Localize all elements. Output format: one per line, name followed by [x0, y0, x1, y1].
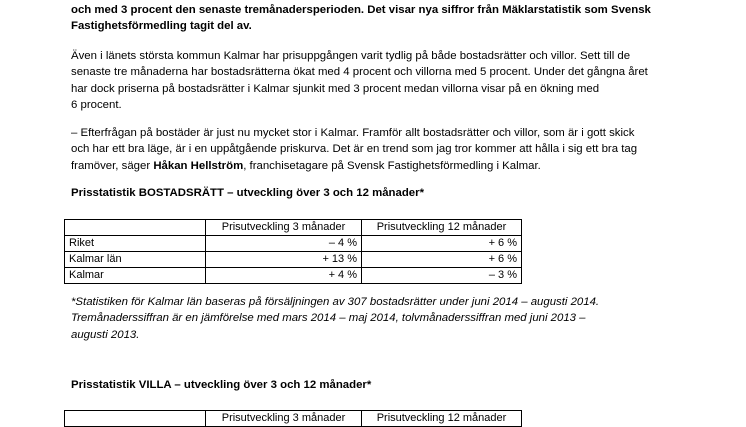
paragraph-line: Även i länets största kommun Kalmar har prisuppgången varit tydlig på både bostadsrätter och villor. Sett till de [71, 50, 631, 62]
footnote [71, 294, 691, 343]
table-row [65, 252, 522, 268]
region-cell: Kalmar [65, 268, 206, 284]
bostadsratt-table [64, 219, 522, 284]
bostadsratt-heading: Prisstatistik BOSTADSRÄTT – utveckling över 3 och 12 månader* [71, 187, 425, 199]
region-cell: Riket [65, 236, 206, 252]
paragraph-line: senaste tre månaderna har bostadsrätterna ökat med 4 procent och villorna med 5 procent. Under det gångna året [71, 66, 648, 79]
value-cell: – 3 % [362, 268, 522, 284]
value-cell: + 4 % [206, 268, 362, 284]
footnote-line: augusti 2013. [71, 328, 140, 341]
paragraph-line: har dock priserna på bostadsrätter i Kalmar sjunkit med 3 procent medan villorna visar på en ökning med [71, 82, 600, 95]
quote-text: framöver, säger [71, 159, 154, 172]
villa-heading: Prisstatistik VILLA – utveckling över 3 och 12 månader* [71, 379, 372, 391]
value-cell: + 13 % [206, 252, 362, 268]
footnote-line: Tremånaderssiffran är en jämförelse med mars 2014 – maj 2014, tolvmånaderssiffran med juni 2013 – [71, 312, 586, 325]
header-cell: Prisutveckling 12 månader [362, 220, 522, 236]
paragraph-line: 6 procent. [71, 98, 122, 111]
value-cell: + 6 % [362, 236, 522, 252]
header-cell: Prisutveckling 3 månader [206, 220, 362, 236]
value-cell: – 4 % [206, 236, 362, 252]
intro-line: Fastighetsförmedling tagit del av. [71, 20, 252, 33]
table-row [65, 236, 522, 252]
intro-line: och med 3 procent den senaste tremånadersperioden. Det visar nya siffror från Mäklarstatistik som Svensk [71, 4, 651, 16]
header-cell [65, 220, 206, 236]
footnote-line: *Statistiken för Kalmar län baseras på försäljningen av 307 bostadsrätter under juni 2014 – augusti 2014. [71, 296, 600, 308]
table-row [65, 268, 522, 284]
region-cell: Kalmar län [65, 252, 206, 268]
quote-line: – Efterfrågan på bostäder är just nu mycket stor i Kalmar. Framför allt bostadsrätter och villor, som är i gott skick [71, 127, 635, 139]
quote-line: och har ett bra läge, är i en uppåtgående priskurva. Det är en trend som jag tror kommer att hålla i sig ett bra tag [71, 143, 638, 156]
value-cell: + 6 % [362, 252, 522, 268]
quote-text: , franchisetagare på Svensk Fastighetsförmedling i Kalmar. [243, 159, 541, 172]
speaker-name: Håkan Hellström [153, 159, 244, 172]
header-cell: Prisutveckling 12 månader [362, 411, 522, 427]
quote-paragraph [71, 125, 691, 174]
quote-line [71, 158, 691, 174]
header-cell: Prisutveckling 3 månader [206, 411, 362, 427]
intro-paragraph [71, 2, 691, 35]
kalmar-paragraph [71, 48, 691, 113]
table-header-row [65, 220, 522, 236]
